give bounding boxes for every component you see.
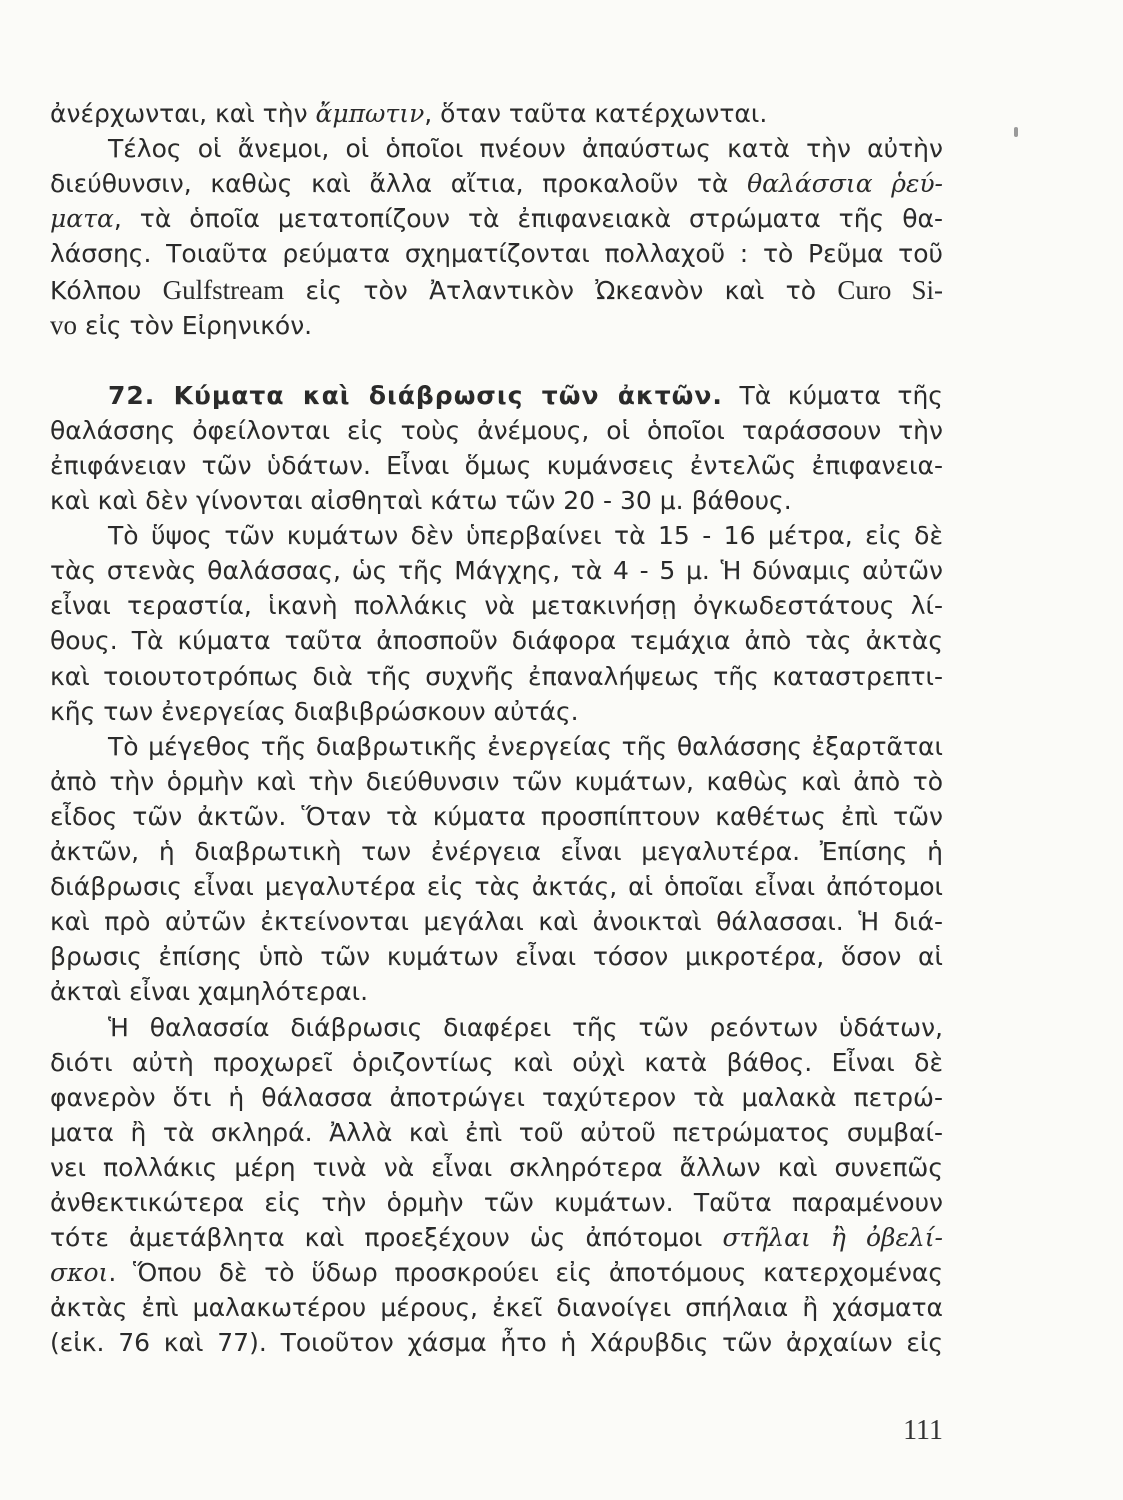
- text-line: [50, 904, 943, 940]
- text-line: [50, 272, 943, 308]
- text-line: [50, 448, 943, 484]
- text-segment: καὶ καὶ δὲν γίνονται αἰσθηταὶ κάτω τῶν 20 - 30 μ. βάθους.: [50, 486, 792, 515]
- text-segment: καὶ τοιουτοτρόπως διὰ τῆς συχνῆς ἐπαναλήψεως τῆς καταστρεπτι-: [50, 661, 943, 691]
- text-line: [50, 694, 943, 730]
- text-segment: καὶ πρὸ αὐτῶν ἐκτείνονται μεγάλαι καὶ ἀνοικταὶ θάλασσαι. Ἡ διά-: [50, 907, 943, 937]
- text-line: [50, 1220, 943, 1256]
- text-segment: διότι αὐτὴ προχωρεῖ ὁριζοντίως καὶ οὐχὶ κατὰ βάθος. Εἶναι δὲ: [50, 1047, 943, 1077]
- text-segment: Gulfstream: [162, 274, 285, 305]
- text-segment: νει πολλάκις μέρη τινὰ νὰ εἶναι σκληρότερα ἄλλων καὶ συνεπῶς: [50, 1152, 943, 1182]
- text-line: [50, 413, 943, 449]
- text-line: [108, 518, 943, 554]
- text-segment: θους. Τὰ κύματα ταῦτα ἀποσποῦν διάφορα τεμάχια ἀπὸ τὰς ἀκτὰς: [50, 626, 943, 656]
- text-segment: εἶδος τῶν ἀκτῶν. Ὅταν τὰ κύματα προσπίπτουν καθέτως ἐπὶ τῶν: [50, 801, 943, 831]
- text-segment: ματα ἢ τὰ σκληρά. Ἀλλὰ καὶ ἐπὶ τοῦ αὐτοῦ πετρώματος συμβαί-: [50, 1117, 943, 1147]
- text-line: [50, 869, 943, 905]
- text-segment: Κόλπου: [50, 275, 163, 305]
- text-line: [50, 1150, 943, 1186]
- text-segment: κῆς των ἐνεργείας διαβιβρώσκουν αὐτάς.: [50, 696, 579, 726]
- text-segment: Τὸ μέγεθος τῆς διαβρωτικῆς ἐνεργείας τῆς θαλάσσης ἐξαρτᾶται: [108, 731, 943, 761]
- text-segment: Ἡ θαλασσία διάβρωσις διαφέρει τῆς τῶν ρεόντων ὑδάτων,: [108, 1012, 943, 1042]
- text-segment: , τὰ ὁποῖα μετατοπίζουν τὰ ἐπιφανειακὰ στρώματα τῆς θα-: [113, 204, 943, 234]
- text-segment: στῆλαι ἢ ὀβελί-: [722, 1223, 943, 1253]
- text-segment: Curo Si-: [837, 274, 943, 305]
- text-segment: (εἰκ. 76 καὶ 77). Τοιοῦτον χάσμα ἦτο ἡ Χάρυβδις τῶν ἀρχαίων εἰς: [50, 1328, 943, 1358]
- text-segment: σκοι: [50, 1258, 109, 1288]
- text-segment: ἐπιφάνειαν τῶν ὑδάτων. Εἶναι ὅμως κυμάνσεις ἐντελῶς ἐπιφανεια-: [50, 450, 943, 480]
- text-segment: Τέλος οἱ ἄνεμοι, οἱ ὁποῖοι πνέουν ἀπαύστως κατὰ τὴν αὐτὴν: [108, 134, 943, 164]
- text-segment: ἀκταὶ εἶναι χαμηλότεραι.: [50, 977, 369, 1007]
- text-segment: Τὸ ὕψος τῶν κυμάτων δὲν ὑπερβαίνει τὰ 15 - 16 μέτρα, εἰς δὲ: [108, 521, 943, 551]
- text-segment: φανερὸν ὅτι ἡ θάλασσα ἀποτρώγει ταχύτερον τὰ μαλακὰ πετρώ-: [50, 1082, 943, 1112]
- text-segment: ἀνέρχωνται, καὶ τὴν: [50, 99, 316, 128]
- text-segment: ἀπὸ τὴν ὁρμὴν καὶ τὴν διεύθυνσιν τῶν κυμάτων, καθὼς καὶ ἀπὸ τὸ: [50, 766, 943, 796]
- text-segment: βρωσις ἐπίσης ὑπὸ τῶν κυμάτων εἶναι τόσον μικροτέρα, ὅσον αἱ: [50, 942, 943, 972]
- text-segment: 72. Κύματα καὶ διάβρωσις τῶν ἀκτῶν.: [108, 380, 723, 410]
- scan-speck: [1014, 127, 1018, 137]
- text-line: [108, 729, 943, 765]
- text-line: [50, 96, 943, 132]
- text-segment: . Ὅπου δὲ τὸ ὕδωρ προσκρούει εἰς ἀποτόμους κατερχομένας: [108, 1258, 943, 1288]
- text-line: [50, 307, 943, 343]
- text-segment: ματα: [50, 204, 114, 234]
- text-line: [108, 1010, 943, 1046]
- text-line: [50, 236, 943, 272]
- text-segment: εἰς τὸν Εἰρηνικόν.: [77, 310, 313, 340]
- text-segment: , ὅταν ταῦτα κατέρχωνται.: [424, 99, 768, 128]
- text-line: [50, 1045, 943, 1081]
- text-segment: τὰς στενὰς θαλάσσας, ὡς τῆς Μάγχης, τὰ 4 - 5 μ. Ἡ δύναμις αὐτῶν: [50, 556, 943, 586]
- text-segment: εἰς τὸν Ἀτλαντικὸν Ὠκεανὸν καὶ τὸ: [284, 275, 838, 305]
- text-segment: διάβρωσις εἶναι μεγαλυτέρα εἰς τὰς ἀκτάς, αἱ ὁποῖαι εἶναι ἀπότομοι: [50, 872, 943, 902]
- text-line: [50, 1290, 943, 1326]
- text-line: [50, 1080, 943, 1116]
- text-segment: διεύθυνσιν, καθὼς καὶ ἄλλα αἴτια, προκαλοῦν τὰ: [50, 169, 748, 199]
- text-segment: ἀκτὰς ἐπὶ μαλακωτέρου μέρους, ἐκεῖ διανοίγει σπήλαια ἢ χάσματα: [50, 1293, 943, 1323]
- text-line: [50, 588, 943, 624]
- text-segment: λάσσης. Τοιαῦτα ρεύματα σχηματίζονται πολλαχοῦ : τὸ Ρεῦμα τοῦ: [50, 239, 943, 269]
- text-line: [108, 131, 943, 167]
- text-line: [50, 799, 943, 835]
- text-line: [50, 553, 943, 589]
- text-segment: τότε ἀμετάβλητα καὶ προεξέχουν ὡς ἀπότομοι: [50, 1223, 723, 1253]
- text-line: [50, 166, 943, 202]
- text-segment: θαλάσσια ῥεύ-: [747, 169, 944, 199]
- text-segment: Τὰ κύματα τῆς: [722, 380, 943, 410]
- text-segment: ἀνθεκτικώτερα εἰς τὴν ὁρμὴν τῶν κυμάτων. Ταῦτα παραμένουν: [50, 1188, 943, 1217]
- text-segment: θαλάσσης ὀφείλονται εἰς τοὺς ἀνέμους, οἱ ὁποῖοι ταράσσουν τὴν: [50, 415, 943, 445]
- text-line: [50, 1115, 943, 1151]
- text-segment: ἄμπωτιν: [315, 99, 425, 128]
- page-number: 111: [903, 1415, 943, 1446]
- text-line: [50, 1185, 943, 1221]
- text-line: [50, 1325, 943, 1361]
- text-line: [50, 764, 943, 800]
- text-line: [50, 201, 943, 237]
- text-segment: εἶναι τεραστία, ἱκανὴ πολλάκις νὰ μετακινήσῃ ὀγκωδεστάτους λί-: [50, 591, 943, 621]
- text-line: [50, 623, 943, 659]
- text-line: [50, 834, 943, 870]
- text-segment: ἀκτῶν, ἡ διαβρωτικὴ των ἐνέργεια εἶναι μεγαλυτέρα. Ἐπίσης ἡ: [50, 837, 943, 866]
- text-line: [50, 659, 943, 695]
- text-line: [108, 378, 943, 414]
- text-segment: vo: [50, 309, 77, 340]
- text-line: [50, 483, 943, 519]
- text-line: [50, 939, 943, 975]
- text-line: [50, 974, 943, 1010]
- text-line: [50, 1255, 943, 1291]
